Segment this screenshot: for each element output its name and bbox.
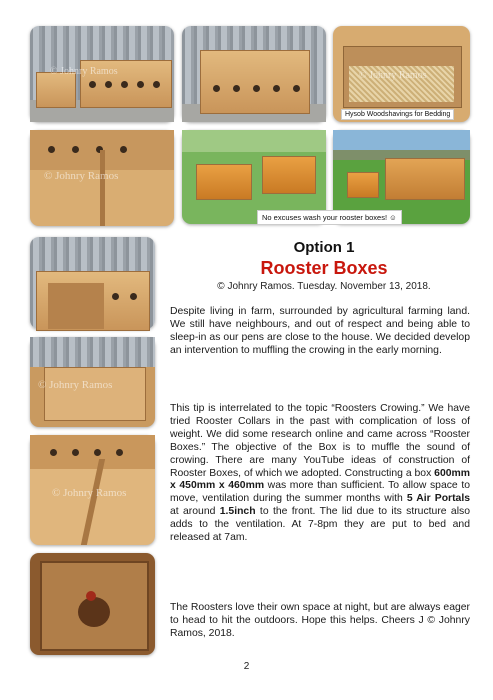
photo-rooster-in-box — [30, 553, 155, 655]
option-label: Option 1 — [293, 239, 355, 256]
photo-box-compartments — [30, 130, 174, 226]
watermark: © Johnry Ramos — [52, 487, 127, 499]
paragraph-text: This tip is interrelated to the topic “Roosters Crowing.” We have tried Rooster Collars in the past with complication of loss of weight. We did some research online and came across “Rooster Boxes.” The objective of the Box is to muffle the sound of crowing. There are many YouTube ideas of construction of Rooster Boxes, of which we adopted. Constructing a box — [170, 403, 470, 479]
watermark: © Johnry Ramos — [38, 379, 113, 391]
photo-two-boxes-shed — [30, 26, 174, 122]
photo-open-boxes-washing — [262, 130, 470, 224]
watermark: © Johnry Ramos — [44, 170, 119, 182]
caption-hysob: Hysob Woodshavings for Bedding — [341, 109, 454, 120]
paragraph-text: at around — [170, 506, 220, 518]
watermark: © Johnry Ramos — [50, 66, 118, 77]
article-title: Rooster Boxes — [260, 258, 388, 278]
page-number: 2 — [243, 661, 250, 672]
paragraph-details — [170, 403, 470, 545]
article-byline: © Johnry Ramos. Tuesday. November 13, 2018. — [217, 281, 431, 292]
paragraph-closing: The Roosters love their own space at night, but are always eager to head to hit the outdoors. Hope this helps. Cheers J © Johnry Ramos, 2018. — [170, 602, 470, 639]
photo-box-interior-shavings — [333, 26, 470, 122]
watermark: © Johnry Ramos — [359, 70, 427, 81]
portal-size: 1.5inch — [219, 506, 256, 518]
photo-box-lid-open — [30, 337, 155, 427]
caption-wash-boxes: No excuses wash your rooster boxes! ☺ — [257, 210, 402, 225]
photo-box-interior-divider — [30, 435, 155, 545]
air-portals: 5 Air Portals — [406, 493, 470, 505]
box-dimensions: 600mm x 450mm x 460mm — [170, 467, 470, 492]
paragraph-intro: Despite living in farm, surrounded by agricultural farming land. We still have neighbours, and out of respect and being able to sleep-in as our pens are close to the house. We decided develop an intervention to muffling the crowing in the early morning. — [170, 306, 470, 356]
photo-box-lid-closed — [182, 26, 326, 122]
photo-box-side-view — [30, 237, 155, 329]
paragraph-text: to the front. The lid due to its structure also adds to the ventilation. At 7-8pm they are put to bed and released at 7am. — [170, 506, 470, 544]
paragraph-text: was more than sufficient. To allow space to move, ventilation during the summer months with — [170, 480, 470, 505]
